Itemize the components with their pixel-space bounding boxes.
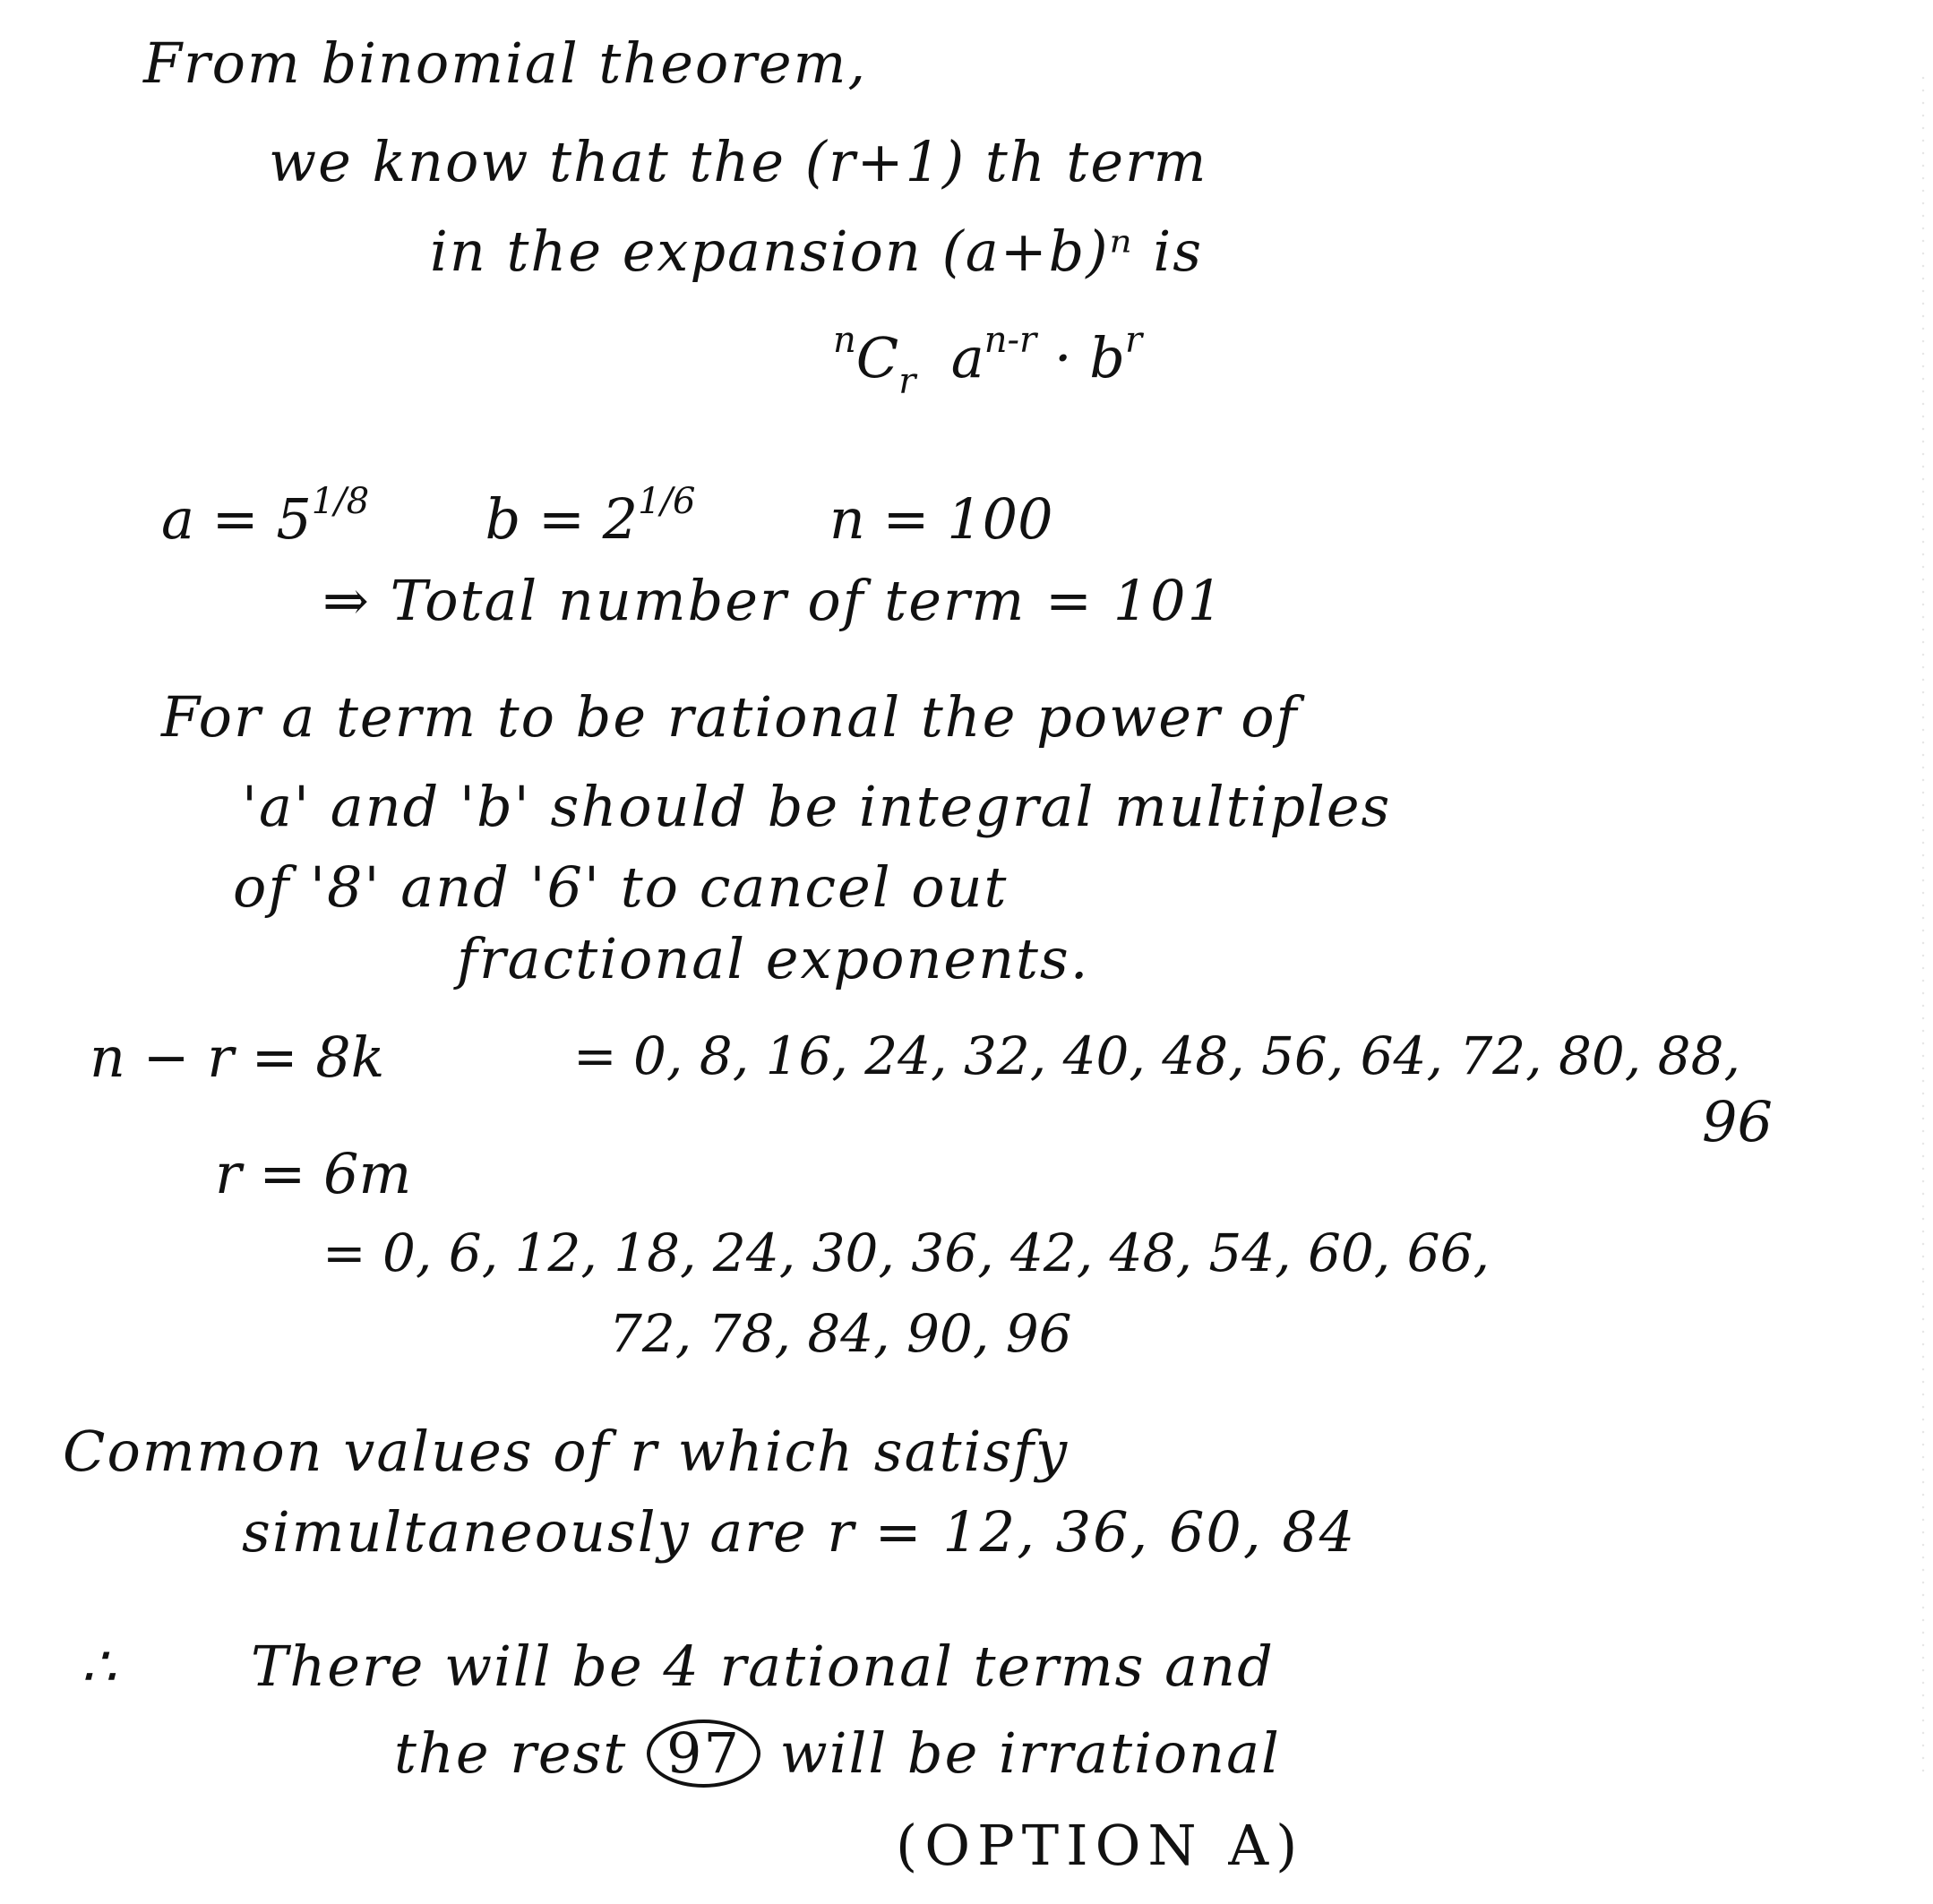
scan-edge-dots [1920, 72, 1926, 1773]
total-terms-line: ⇒ Total number of term = 101 [322, 568, 1225, 633]
therefore-symbol: ∴ [81, 1634, 116, 1699]
r-values: = 0, 6, 12, 18, 24, 30, 36, 42, 48, 54, 60, 66, [322, 1222, 1490, 1283]
conclusion-line-2 [394, 1720, 1281, 1788]
n-minus-r-values: = 0, 8, 16, 24, 32, 40, 48, 56, 64, 72, 80, 88, [573, 1025, 1740, 1086]
given-a-exponent: 1/8 [311, 481, 370, 522]
condition-line-4: fractional exponents. [457, 926, 1090, 991]
given-b: b = 2 [485, 486, 639, 552]
r-values-cont: 72, 78, 84, 90, 96 [609, 1303, 1072, 1364]
general-term-b-exponent: r [1125, 320, 1143, 361]
general-term-c: C [855, 325, 899, 390]
general-term-r: r [898, 361, 916, 402]
given-values [161, 481, 1053, 552]
conclusion-rest: the rest [394, 1720, 628, 1786]
condition-line-3: of '8' and '6' to cancel out [233, 854, 1009, 920]
conclusion-line-1: There will be 4 rational terms and [251, 1634, 1275, 1699]
intro-line-1: From binomial theorem, [143, 30, 868, 96]
general-term-formula [833, 320, 1143, 402]
conclusion-irrational: will be irrational [779, 1720, 1281, 1786]
condition-line-2: 'a' and 'b' should be integral multiples [242, 774, 1392, 839]
circled-answer-97: 97 [647, 1720, 760, 1788]
given-b-exponent: 1/6 [638, 481, 696, 522]
given-n: n = 100 [829, 486, 1053, 552]
final-answer: (OPTION A) [896, 1813, 1305, 1878]
common-line-2: simultaneously are r = 12, 36, 60, 84 [242, 1499, 1357, 1565]
general-term-b: b [1089, 325, 1125, 390]
n-minus-r-lhs: n − r = 8k [90, 1025, 385, 1090]
given-a: a = 5 [161, 486, 312, 552]
r-lhs: r = 6m [215, 1141, 412, 1206]
general-term-dot: · [1053, 325, 1072, 390]
intro-line-2: we know that the (r+1) th term [269, 129, 1208, 194]
common-line-1: Common values of r which satisfy [63, 1419, 1070, 1484]
n-minus-r-values-cont: 96 [1702, 1089, 1773, 1154]
general-term-n: n [833, 320, 856, 361]
general-term-a: a [950, 325, 984, 390]
general-term-a-exponent: n-r [984, 320, 1037, 361]
condition-line-1: For a term to be rational the power of [161, 684, 1299, 750]
intro-line-3: in the expansion (a+b)ⁿ is [430, 219, 1204, 284]
